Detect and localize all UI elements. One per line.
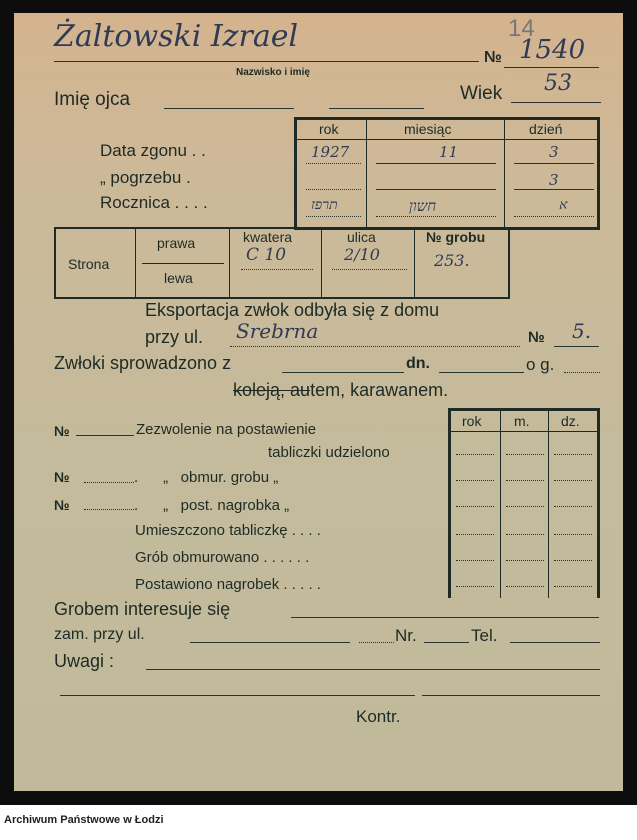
- burial-day: 3: [549, 171, 559, 189]
- permit-wall: . „ obmur. grobu „: [134, 469, 279, 486]
- interested-label: Grobem interesuje się: [54, 599, 231, 619]
- tel-label: Tel.: [471, 626, 498, 645]
- nr-label: Nr.: [395, 626, 417, 645]
- surname-value: Żaltowski Izrael: [54, 19, 299, 54]
- divider: [548, 411, 549, 598]
- side-right: prawa: [157, 235, 196, 251]
- age-line: [511, 102, 601, 103]
- brought-label: Zwłoki sprowadzono z: [54, 353, 232, 373]
- line: [514, 216, 594, 217]
- name-label: Nazwisko i imię: [236, 67, 310, 78]
- archive-caption: Archiwum Państwowe w Łodzi: [4, 814, 164, 826]
- anniv-month: חשון: [409, 197, 437, 215]
- address-label: zam. przy ul.: [54, 626, 145, 643]
- divider: [504, 120, 505, 228]
- line: [291, 617, 599, 618]
- line: [456, 586, 494, 587]
- line: [146, 669, 600, 670]
- divider: [597, 408, 600, 598]
- line: [230, 346, 520, 347]
- divider: [414, 229, 415, 297]
- death-date-label: Data zgonu . .: [100, 141, 206, 160]
- pencil-note: 14: [508, 15, 535, 42]
- header-dzien: dzień: [529, 121, 563, 137]
- grave-label: № grobu: [426, 229, 486, 245]
- anniv-day: א: [559, 197, 568, 213]
- divider: [448, 408, 451, 598]
- line: [84, 482, 134, 483]
- line: [282, 372, 404, 373]
- grave-value: 253.: [434, 251, 470, 270]
- header-miesiac: miesiąc: [404, 121, 452, 137]
- permit-no-label: №: [54, 469, 70, 485]
- small-header-m: m.: [514, 413, 530, 429]
- line: [456, 506, 494, 507]
- line: [514, 163, 594, 164]
- line: [376, 189, 496, 190]
- line: [359, 642, 394, 643]
- tombstone-placed: Postawiono nagrobek . . . . .: [135, 576, 321, 593]
- line: [439, 372, 524, 373]
- divider: [297, 139, 597, 140]
- line: [306, 189, 361, 190]
- line: [190, 642, 350, 643]
- line: [456, 454, 494, 455]
- line: [554, 560, 592, 561]
- line: [376, 216, 496, 217]
- divider: [229, 229, 230, 297]
- divider: [135, 229, 136, 297]
- divider: [448, 408, 600, 411]
- permit-plaque: Zezwolenie na postawienie: [136, 421, 317, 438]
- line: [506, 534, 544, 535]
- number-line: [504, 67, 599, 68]
- age-value: 53: [544, 71, 572, 96]
- anniv-year: תרפז: [311, 197, 338, 213]
- line: [554, 346, 599, 347]
- day-label: dn.: [406, 355, 430, 372]
- line: [456, 480, 494, 481]
- line: [306, 216, 361, 217]
- line: [456, 534, 494, 535]
- line: [506, 560, 544, 561]
- name-line: [54, 61, 479, 62]
- father-label: Imię ojca: [54, 89, 131, 110]
- line: [506, 506, 544, 507]
- divider: [321, 229, 322, 297]
- line: [76, 435, 134, 436]
- line: [456, 560, 494, 561]
- line: [506, 586, 544, 587]
- divider: [500, 411, 501, 598]
- line: [506, 480, 544, 481]
- street-value: 2/10: [344, 245, 380, 264]
- home-street-value: Srebrna: [236, 319, 319, 343]
- burial-date-label: „ pogrzebu .: [100, 168, 191, 187]
- transport-struck: koleją, au: [233, 380, 311, 400]
- line: [554, 506, 592, 507]
- line: [506, 454, 544, 455]
- age-label: Wiek: [460, 83, 503, 104]
- line: [84, 509, 134, 510]
- plaque-placed: Umieszczono tabliczkę . . . .: [135, 522, 321, 539]
- notes-label: Uwagi :: [54, 651, 115, 671]
- father-line: [164, 108, 294, 109]
- quarter-label: kwatera: [243, 229, 293, 245]
- divider: [366, 120, 367, 228]
- permit-no-label: №: [54, 423, 70, 439]
- line: [422, 695, 600, 696]
- grave-walled: Grób obmurowano . . . . . .: [135, 549, 310, 566]
- side-label: Strona: [68, 256, 110, 272]
- line: [241, 269, 313, 270]
- burial-card: [14, 13, 623, 791]
- small-header-dz: dz.: [561, 413, 580, 429]
- divider: [142, 263, 224, 264]
- divider: [451, 431, 597, 432]
- line: [510, 642, 600, 643]
- line: [564, 372, 600, 373]
- line: [306, 163, 361, 164]
- death-year: 1927: [311, 143, 350, 161]
- line: [332, 269, 407, 270]
- side-left: lewa: [164, 270, 193, 286]
- street-label: ulica: [347, 229, 376, 245]
- line: [554, 480, 592, 481]
- house-no-label: №: [528, 329, 545, 346]
- permit-no-label: №: [54, 497, 70, 513]
- line: [424, 642, 469, 643]
- permit-tombstone: . „ post. nagrobka „: [134, 497, 290, 514]
- line: [554, 454, 592, 455]
- street-prefix: przy ul.: [145, 327, 204, 347]
- line: [514, 189, 594, 190]
- line: [60, 695, 415, 696]
- transport-options: tem, karawanem.: [310, 380, 449, 400]
- quarter-value: C 10: [246, 245, 287, 265]
- header-rok: rok: [319, 121, 339, 137]
- control-label: Kontr.: [356, 707, 401, 726]
- permit-plaque-2: tabliczki udzielono: [268, 444, 390, 461]
- hour-label: o g.: [526, 355, 555, 374]
- small-header-rok: rok: [462, 413, 482, 429]
- death-month: 11: [439, 143, 459, 161]
- line: [554, 586, 592, 587]
- number-label: №: [484, 49, 502, 66]
- line: [376, 163, 496, 164]
- house-no-value: 5.: [572, 319, 592, 343]
- death-day: 3: [549, 143, 559, 161]
- anniversary-label: Rocznica . . . .: [100, 193, 208, 212]
- father-line-2: [329, 108, 424, 109]
- export-line: Eksportacja zwłok odbyła się z domu: [145, 300, 440, 320]
- number-value: 1540: [519, 35, 586, 65]
- line: [554, 534, 592, 535]
